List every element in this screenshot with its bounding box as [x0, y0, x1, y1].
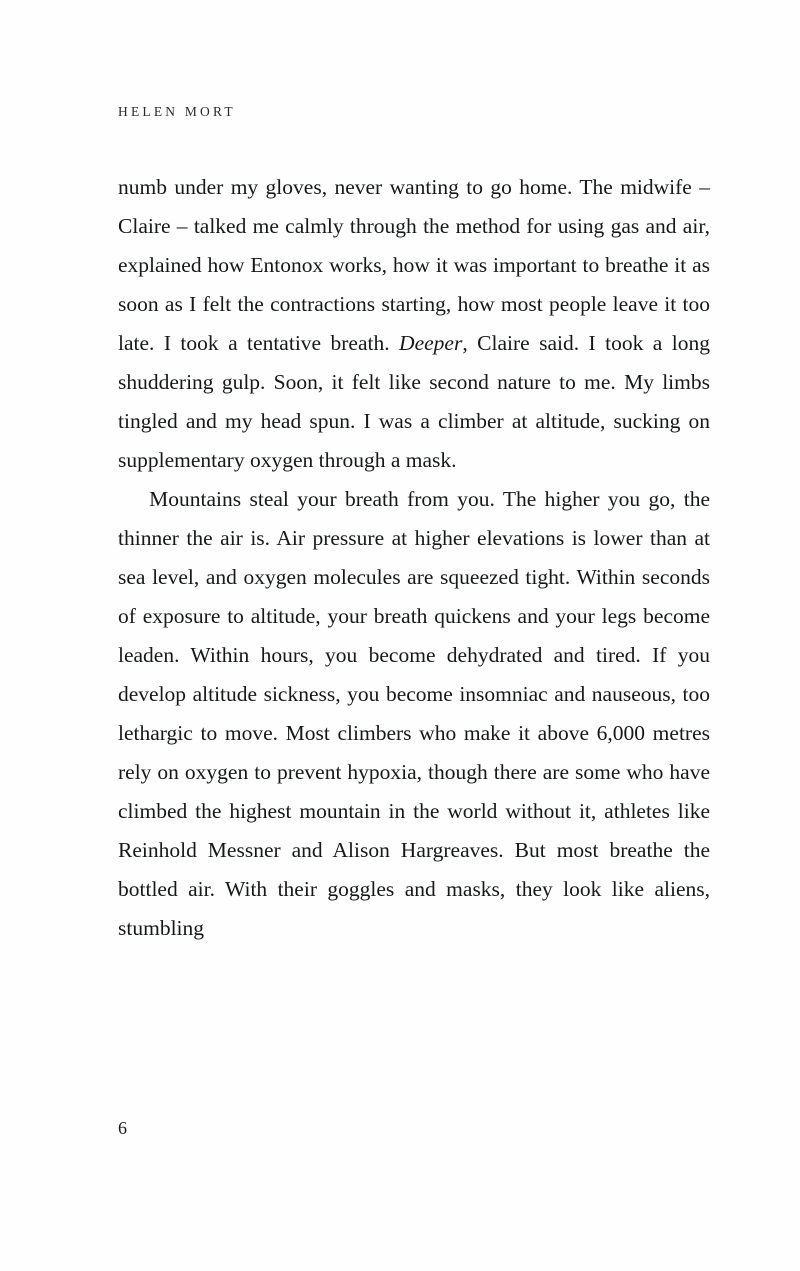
- page-body: [118, 168, 710, 948]
- text-run: numb under my gloves, never wanting to go home. The midwife – Claire – talked me calmly through the method for using gas and air, explained how Entonox works, how it was important to breathe it as soon as I felt the contractions starting, how most people leave it too late. I took a tentative breath.: [118, 175, 710, 355]
- text-run: Mountains steal your breath from you. The higher you go, the thinner the air is. Air pressure at higher elevations is lower than at sea level, and oxygen molecules are squeezed tight. Within seconds of exposure to altitude, your breath quickens and your legs become leaden. Within hours, you become dehydrated and tired. If you develop altitude sickness, you become insomniac and nauseous, too lethargic to move. Most climbers who make it above 6,000 metres rely on oxygen to prevent hypoxia, though there are some who have climbed the highest mountain in the world without it, athletes like Reinhold Messner and Alison Hargreaves. But most breathe the bottled air. With their goggles and masks, they look like aliens, stumbling: [118, 487, 710, 940]
- page-number: 6: [118, 1118, 127, 1138]
- text-run: , Claire said. I took a long shuddering gulp. Soon, it felt like second nature to me. My limbs tingled and my head spun. I was a climber at altitude, sucking on supplementary oxygen through a mask.: [118, 331, 710, 472]
- paragraph-1: [118, 168, 710, 480]
- running-head: HELEN MORT: [118, 104, 236, 119]
- text-run-italic: Deeper: [399, 331, 463, 355]
- paragraph-2: [118, 480, 710, 948]
